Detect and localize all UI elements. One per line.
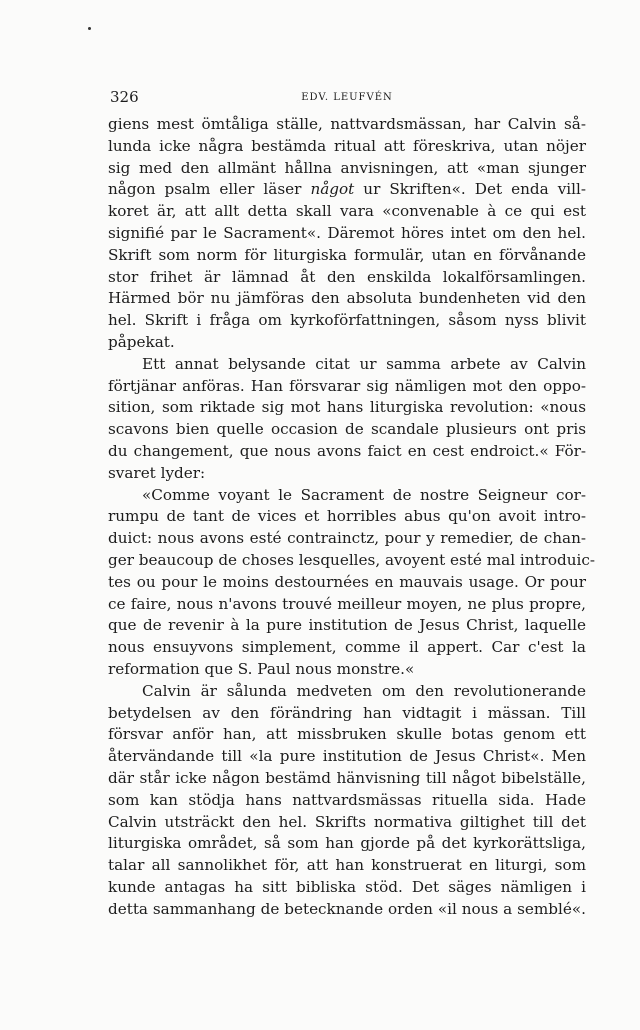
page-header (108, 88, 586, 114)
text-line: duict: nous avons esté contrainctz, pour y remedier, de chan- (108, 529, 586, 548)
paragraph-2 (108, 354, 586, 485)
text-line: detta sammanhang de betecknande orden «il nous a semblé«. (108, 899, 586, 918)
body-text (108, 114, 596, 920)
text-line: påpekat. (108, 332, 175, 351)
text-line: ce faire, nous n'avons trouvé meilleur moyen, ne plus propre, (108, 594, 586, 613)
paragraph-4 (108, 681, 586, 921)
text-line: scavons bien quelle occasion de scandale plusieurs ont pris (108, 420, 586, 439)
text-line: liturgiska området, så som han gjorde på det kyrkorättsliga, (108, 834, 586, 853)
text-line: giens mest ömtåliga ställe, nattvardsmässan, har Calvin så- (108, 115, 586, 133)
text-line: tes ou pour le moins destournées en mauvais usage. Or pour (108, 572, 586, 591)
text-line: «Comme voyant le Sacrament de nostre Seigneur cor- (142, 485, 586, 504)
text-line: försvar anför han, att missbruken skulle botas genom ett (108, 725, 586, 744)
text-line: hel. Skrift i fråga om kyrkoförfattningen, såsom nyss blivit (108, 311, 586, 330)
text-line: Ett annat belysande citat ur samma arbete av Calvin (142, 354, 586, 373)
book-page (108, 88, 596, 920)
text-line: koret är, att allt detta skall vara «convenable à ce qui est (108, 202, 586, 221)
text-line: förtjänar anföras. Han försvarar sig nämligen mot den oppo- (108, 376, 586, 395)
text-line: sig med den allmänt hållna anvisningen, att «man sjunger (108, 158, 586, 177)
text-line: betydelsen av den förändring han vidtagit i mässan. Till (108, 703, 586, 722)
text-line: du changement, que nous avons faict en cest endroict.« För- (108, 441, 586, 460)
text-line: nous ensuyvons simplement, comme il appert. Car c'est la (108, 638, 586, 657)
text-line: ger beaucoup de choses lesquelles, avoyent esté mal introduic- (108, 550, 596, 569)
text-line: Härmed bör nu jämföras den absoluta bundenheten vid den (108, 289, 586, 308)
ink-speck (88, 27, 91, 30)
running-head: EDV. LEUFVÉN (301, 92, 393, 103)
text-line: rumpu de tant de vices et horribles abus qu'on avoit intro- (108, 507, 586, 526)
text-line: signifié par le Sacrament«. Däremot höres intet om den hel. (108, 223, 586, 242)
text-line: stor frihet är lämnad åt den enskilda lokalförsamlingen. (108, 267, 586, 286)
text-line: någon psalm eller läser något ur Skriften«. Det enda vill- (108, 180, 586, 199)
text-line: som kan stödja hans nattvardsmässas rituella sida. Hade (108, 790, 586, 809)
text-line: sition, som riktade sig mot hans liturgiska revolution: «nous (108, 398, 586, 417)
paragraph-1 (108, 114, 586, 354)
text-line: kunde antagas ha sitt bibliska stöd. Det säges nämligen i (108, 877, 586, 896)
text-line: reformation que S. Paul nous monstre.« (108, 659, 415, 678)
text-line: Calvin utsträckt den hel. Skrifts normativa giltighet till det (108, 812, 586, 831)
text-line: que de revenir à la pure institution de Jesus Christ, laquelle (108, 616, 586, 635)
text-line: lunda icke några bestämda ritual att föreskriva, utan nöjer (108, 136, 586, 155)
page-number: 326 (110, 88, 139, 106)
text-line: där står icke någon bestämd hänvisning till något bibelställe, (108, 768, 586, 787)
text-line: svaret lyder: (108, 463, 206, 482)
paragraph-3-quote (108, 485, 596, 681)
text-line: återvändande till «la pure institution de Jesus Christ«. Men (108, 747, 586, 766)
text-line: Skrift som norm för liturgiska formulär, utan en förvånande (108, 245, 586, 264)
text-line: Calvin är sålunda medveten om den revolutionerande (142, 681, 586, 700)
text-line: talar all sannolikhet för, att han konstruerat en liturgi, som (108, 856, 586, 875)
